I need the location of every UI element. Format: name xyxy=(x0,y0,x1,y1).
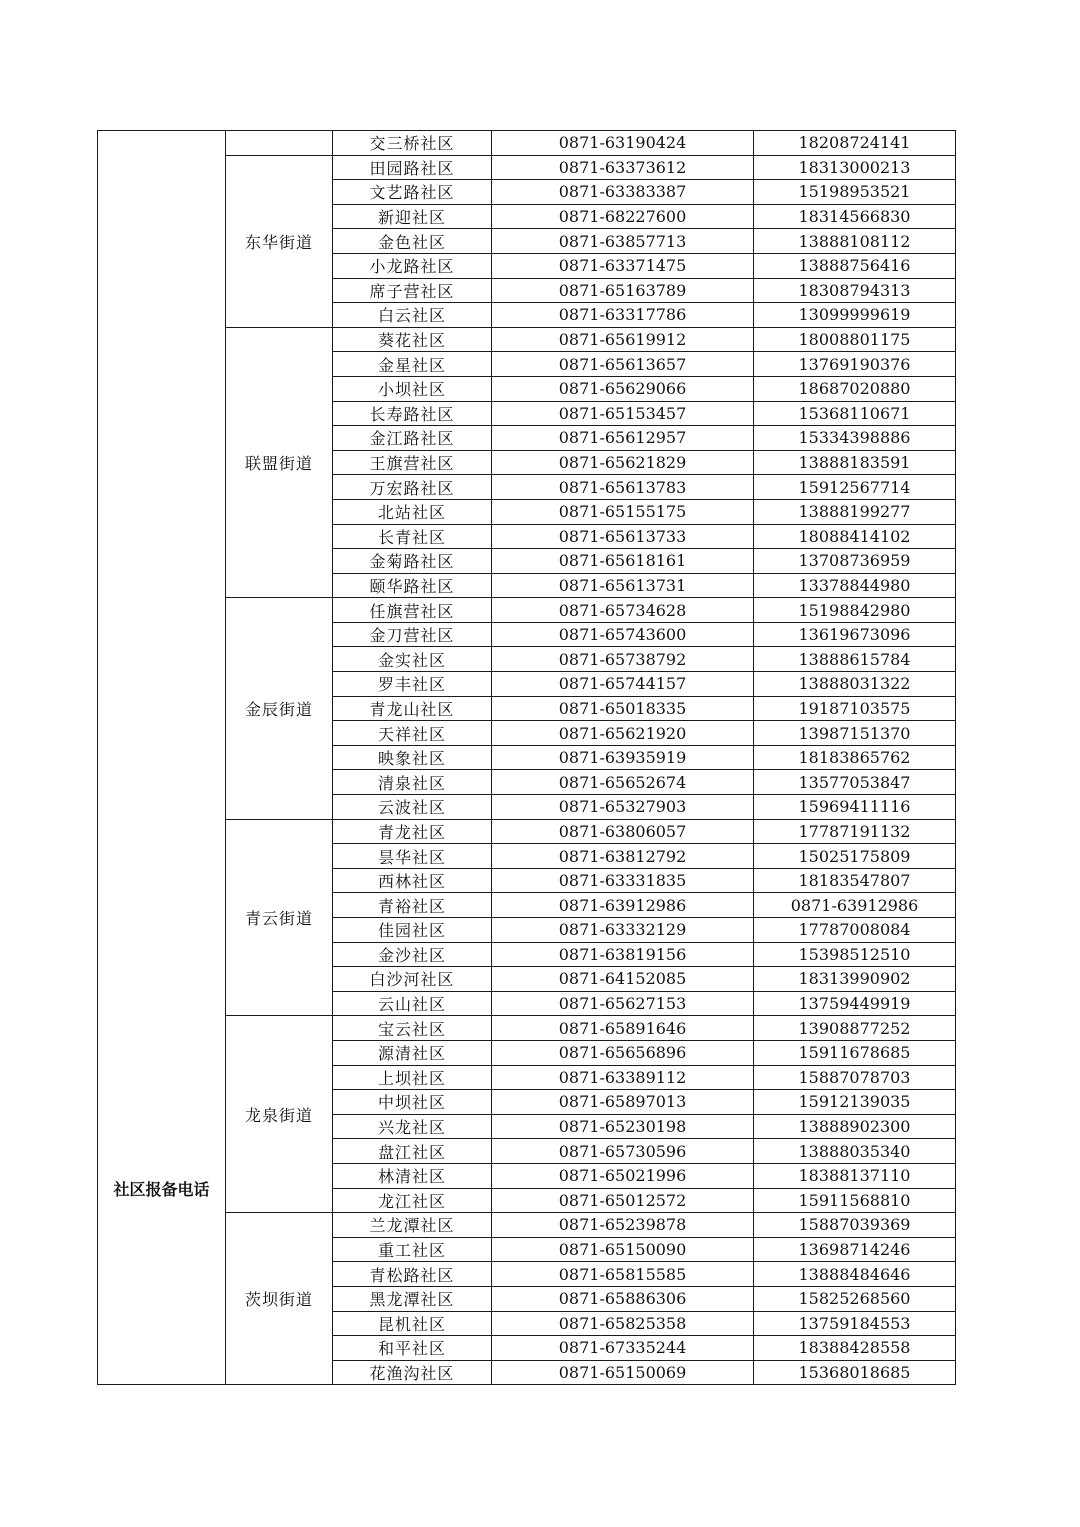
street-name: 青云街道 xyxy=(226,819,333,1016)
mobile-phone: 17787191132 xyxy=(754,819,956,844)
community-name: 清泉社区 xyxy=(333,770,492,795)
mobile-phone: 18183547807 xyxy=(754,868,956,893)
community-name: 金色社区 xyxy=(333,229,492,254)
mobile-phone: 18314566830 xyxy=(754,204,956,229)
mobile-phone: 15368110671 xyxy=(754,401,956,426)
office-phone: 0871-65825358 xyxy=(492,1311,754,1336)
office-phone: 0871-63857713 xyxy=(492,229,754,254)
mobile-phone: 19187103575 xyxy=(754,696,956,721)
mobile-phone: 15887039369 xyxy=(754,1213,956,1238)
mobile-phone: 13378844980 xyxy=(754,573,956,598)
community-name: 云山社区 xyxy=(333,991,492,1016)
street-name xyxy=(226,131,333,156)
mobile-phone: 13099999619 xyxy=(754,303,956,328)
mobile-phone: 13888756416 xyxy=(754,253,956,278)
community-name: 田园路社区 xyxy=(333,155,492,180)
office-phone: 0871-65327903 xyxy=(492,795,754,820)
community-name: 小龙路社区 xyxy=(333,253,492,278)
mobile-phone: 15912139035 xyxy=(754,1090,956,1115)
community-name: 白云社区 xyxy=(333,303,492,328)
office-phone: 0871-68227600 xyxy=(492,204,754,229)
office-phone: 0871-63806057 xyxy=(492,819,754,844)
mobile-phone: 18208724141 xyxy=(754,131,956,156)
community-name: 长青社区 xyxy=(333,524,492,549)
community-name: 昙华社区 xyxy=(333,844,492,869)
office-phone: 0871-65012572 xyxy=(492,1188,754,1213)
street-name: 东华街道 xyxy=(226,155,333,327)
office-phone: 0871-63912986 xyxy=(492,893,754,918)
mobile-phone: 15825268560 xyxy=(754,1286,956,1311)
office-phone: 0871-65613733 xyxy=(492,524,754,549)
office-phone: 0871-65743600 xyxy=(492,622,754,647)
community-name: 罗丰社区 xyxy=(333,672,492,697)
office-phone: 0871-65621829 xyxy=(492,450,754,475)
community-name: 中坝社区 xyxy=(333,1090,492,1115)
mobile-phone: 13888615784 xyxy=(754,647,956,672)
office-phone: 0871-65652674 xyxy=(492,770,754,795)
mobile-phone: 13888031322 xyxy=(754,672,956,697)
mobile-phone: 15025175809 xyxy=(754,844,956,869)
mobile-phone: 15912567714 xyxy=(754,475,956,500)
office-phone: 0871-63383387 xyxy=(492,180,754,205)
mobile-phone: 13577053847 xyxy=(754,770,956,795)
street-name: 金辰街道 xyxy=(226,598,333,819)
mobile-phone: 13888484646 xyxy=(754,1262,956,1287)
office-phone: 0871-65239878 xyxy=(492,1213,754,1238)
community-name: 青龙社区 xyxy=(333,819,492,844)
mobile-phone: 15969411116 xyxy=(754,795,956,820)
community-name: 葵花社区 xyxy=(333,327,492,352)
table-row xyxy=(98,155,956,180)
mobile-phone: 15911568810 xyxy=(754,1188,956,1213)
street-name: 龙泉街道 xyxy=(226,1016,333,1213)
mobile-phone: 13888183591 xyxy=(754,450,956,475)
community-name: 天祥社区 xyxy=(333,721,492,746)
office-phone: 0871-65618161 xyxy=(492,549,754,574)
office-phone: 0871-65886306 xyxy=(492,1286,754,1311)
street-name: 联盟街道 xyxy=(226,327,333,598)
office-phone: 0871-65656896 xyxy=(492,1040,754,1065)
office-phone: 0871-63812792 xyxy=(492,844,754,869)
community-name: 金刀营社区 xyxy=(333,622,492,647)
office-phone: 0871-65150090 xyxy=(492,1237,754,1262)
community-name: 金沙社区 xyxy=(333,942,492,967)
mobile-phone: 13888035340 xyxy=(754,1139,956,1164)
community-name: 金实社区 xyxy=(333,647,492,672)
mobile-phone: 13759449919 xyxy=(754,991,956,1016)
mobile-phone: 18088414102 xyxy=(754,524,956,549)
community-name: 西林社区 xyxy=(333,868,492,893)
community-name: 上坝社区 xyxy=(333,1065,492,1090)
mobile-phone: 15911678685 xyxy=(754,1040,956,1065)
mobile-phone: 13888108112 xyxy=(754,229,956,254)
table-row xyxy=(98,1016,956,1041)
community-name: 昆机社区 xyxy=(333,1311,492,1336)
community-name: 云波社区 xyxy=(333,795,492,820)
mobile-phone: 13888199277 xyxy=(754,499,956,524)
office-phone: 0871-63332129 xyxy=(492,918,754,943)
office-phone: 0871-63935919 xyxy=(492,745,754,770)
community-name: 青裕社区 xyxy=(333,893,492,918)
office-phone: 0871-65734628 xyxy=(492,598,754,623)
community-name: 金菊路社区 xyxy=(333,549,492,574)
community-name: 新迎社区 xyxy=(333,204,492,229)
community-name: 交三桥社区 xyxy=(333,131,492,156)
community-name: 兰龙潭社区 xyxy=(333,1213,492,1238)
mobile-phone: 13759184553 xyxy=(754,1311,956,1336)
mobile-phone: 18008801175 xyxy=(754,327,956,352)
community-name: 青龙山社区 xyxy=(333,696,492,721)
table-body xyxy=(98,131,956,1385)
office-phone: 0871-65613783 xyxy=(492,475,754,500)
office-phone: 0871-65230198 xyxy=(492,1114,754,1139)
table-row xyxy=(98,327,956,352)
mobile-phone: 15198953521 xyxy=(754,180,956,205)
mobile-phone: 18313990902 xyxy=(754,967,956,992)
office-phone: 0871-63190424 xyxy=(492,131,754,156)
mobile-phone: 18687020880 xyxy=(754,376,956,401)
community-name: 文艺路社区 xyxy=(333,180,492,205)
mobile-phone: 15198842980 xyxy=(754,598,956,623)
phone-directory-table xyxy=(97,130,956,1385)
mobile-phone: 18308794313 xyxy=(754,278,956,303)
community-name: 龙江社区 xyxy=(333,1188,492,1213)
mobile-phone: 15887078703 xyxy=(754,1065,956,1090)
office-phone: 0871-63819156 xyxy=(492,942,754,967)
mobile-phone: 13698714246 xyxy=(754,1237,956,1262)
office-phone: 0871-63389112 xyxy=(492,1065,754,1090)
community-name: 席子营社区 xyxy=(333,278,492,303)
office-phone: 0871-65815585 xyxy=(492,1262,754,1287)
community-name: 小坝社区 xyxy=(333,376,492,401)
community-name: 黑龙潭社区 xyxy=(333,1286,492,1311)
mobile-phone: 18388428558 xyxy=(754,1336,956,1361)
office-phone: 0871-63331835 xyxy=(492,868,754,893)
office-phone: 0871-65153457 xyxy=(492,401,754,426)
office-phone: 0871-65629066 xyxy=(492,376,754,401)
office-phone: 0871-65613657 xyxy=(492,352,754,377)
community-name: 金江路社区 xyxy=(333,426,492,451)
table-row xyxy=(98,598,956,623)
community-name: 白沙河社区 xyxy=(333,967,492,992)
community-name: 青松路社区 xyxy=(333,1262,492,1287)
office-phone: 0871-65730596 xyxy=(492,1139,754,1164)
street-name: 茨坝街道 xyxy=(226,1213,333,1385)
mobile-phone: 15334398886 xyxy=(754,426,956,451)
community-name: 佳园社区 xyxy=(333,918,492,943)
office-phone: 0871-67335244 xyxy=(492,1336,754,1361)
mobile-phone: 15398512510 xyxy=(754,942,956,967)
office-phone: 0871-65612957 xyxy=(492,426,754,451)
office-phone: 0871-65018335 xyxy=(492,696,754,721)
community-name: 宝云社区 xyxy=(333,1016,492,1041)
office-phone: 0871-65150069 xyxy=(492,1360,754,1385)
mobile-phone: 18313000213 xyxy=(754,155,956,180)
office-phone: 0871-65155175 xyxy=(492,499,754,524)
office-phone: 0871-65738792 xyxy=(492,647,754,672)
mobile-phone: 13888902300 xyxy=(754,1114,956,1139)
mobile-phone: 18388137110 xyxy=(754,1163,956,1188)
office-phone: 0871-65021996 xyxy=(492,1163,754,1188)
table-row xyxy=(98,131,956,156)
office-phone: 0871-65621920 xyxy=(492,721,754,746)
category-label: 社区报备电话 xyxy=(98,131,226,1385)
office-phone: 0871-65619912 xyxy=(492,327,754,352)
community-name: 万宏路社区 xyxy=(333,475,492,500)
office-phone: 0871-65897013 xyxy=(492,1090,754,1115)
office-phone: 0871-65744157 xyxy=(492,672,754,697)
community-name: 重工社区 xyxy=(333,1237,492,1262)
mobile-phone: 17787008084 xyxy=(754,918,956,943)
office-phone: 0871-65891646 xyxy=(492,1016,754,1041)
office-phone: 0871-65163789 xyxy=(492,278,754,303)
community-name: 王旗营社区 xyxy=(333,450,492,475)
office-phone: 0871-65613731 xyxy=(492,573,754,598)
mobile-phone: 13708736959 xyxy=(754,549,956,574)
mobile-phone: 13769190376 xyxy=(754,352,956,377)
office-phone: 0871-63371475 xyxy=(492,253,754,278)
table-row xyxy=(98,1213,956,1238)
community-name: 盘江社区 xyxy=(333,1139,492,1164)
mobile-phone: 13619673096 xyxy=(754,622,956,647)
table-row xyxy=(98,819,956,844)
office-phone: 0871-63373612 xyxy=(492,155,754,180)
community-name: 映象社区 xyxy=(333,745,492,770)
community-name: 兴龙社区 xyxy=(333,1114,492,1139)
mobile-phone: 18183865762 xyxy=(754,745,956,770)
community-name: 林清社区 xyxy=(333,1163,492,1188)
mobile-phone: 15368018685 xyxy=(754,1360,956,1385)
community-name: 和平社区 xyxy=(333,1336,492,1361)
community-name: 源清社区 xyxy=(333,1040,492,1065)
office-phone: 0871-64152085 xyxy=(492,967,754,992)
community-name: 任旗营社区 xyxy=(333,598,492,623)
community-name: 花渔沟社区 xyxy=(333,1360,492,1385)
community-name: 北站社区 xyxy=(333,499,492,524)
community-name: 颐华路社区 xyxy=(333,573,492,598)
community-name: 长寿路社区 xyxy=(333,401,492,426)
office-phone: 0871-65627153 xyxy=(492,991,754,1016)
mobile-phone: 0871-63912986 xyxy=(754,893,956,918)
mobile-phone: 13987151370 xyxy=(754,721,956,746)
mobile-phone: 13908877252 xyxy=(754,1016,956,1041)
office-phone: 0871-63317786 xyxy=(492,303,754,328)
community-name: 金星社区 xyxy=(333,352,492,377)
